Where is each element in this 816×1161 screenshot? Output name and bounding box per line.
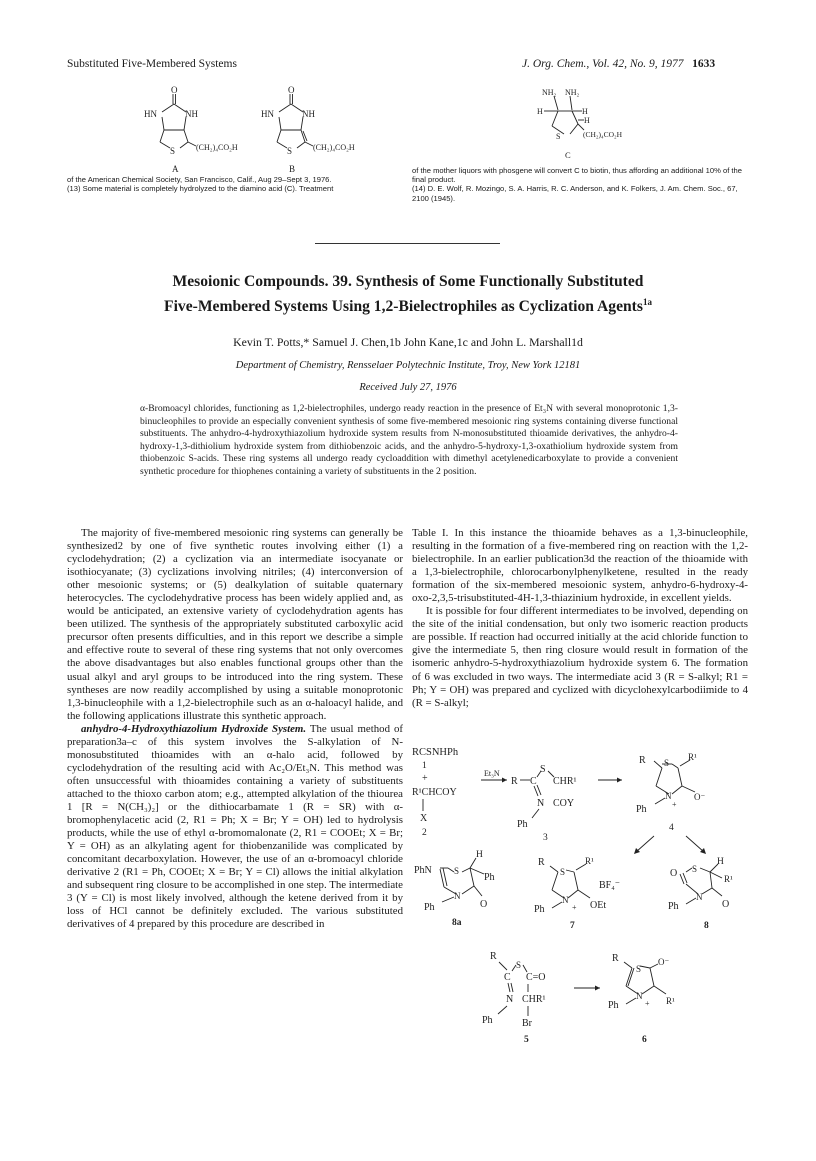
structure-b-s: S xyxy=(287,146,293,156)
product-7-plus: + xyxy=(572,903,577,912)
affiliation: Department of Chemistry, Rensselaer Polytechnic Institute, Troy, New York 12181 xyxy=(235,360,581,371)
footnote-14: (14) D. E. Wolf, R. Mozingo, S. A. Harris, R. C. Anderson, and K. Folkers, J. Am. Chem. Soc., 67, 2100 (1945). xyxy=(412,184,738,203)
product-7-oet: OEt xyxy=(590,900,607,911)
structure-b-o: O xyxy=(288,85,295,95)
product-8a-phn: PhN xyxy=(414,865,432,876)
reagent-2: R¹CHCOY xyxy=(412,787,457,798)
section-body: The usual method of preparation3a–c of this system involves the S-alkylation of N-monosubstituted thioamides with an α-halo acid, followed by cyclodehydration of the resulting acid with Ac₂O/Et₃N. This method was often unsuccessful with thioamides containing a variety of substituents attached to the thioxo carbon atom; e.g., attempted alkylation of the thiourea 1 [R = N(CH₃)₂] or the dithiocarbamate 1 (R = SR) with α-bromophenylacetic acid (2, R1 = Ph; X = Br; Y = OH) led to hydrolysis products, while the use of ethyl α-bromomalonate (2, R1 = COOEt; X = Br; Y = OH) as an alkylating agent for thiobenzanilide was complicated by concomitant decarboxylation. However, the use of an α-bromoacyl chloride derivative 2 (R1 = Ph, COOEt; X = Br; Y = Cl) allows the initial alkylation and subsequent ring closure to be accomplished in one step. The intermediate 3 (Y = Cl) is most likely involved, although the ketene derived from it by loss of HCl cannot be definitely excluded. The various substituted derivatives of 4 prepared by this procedure are described in xyxy=(67,722,403,931)
product-4-plus: + xyxy=(672,800,677,809)
product-8-s: S xyxy=(692,864,698,874)
product-8a-ph-n: Ph xyxy=(424,902,435,913)
structure-a-chain: (CH₂)₄CO₂H xyxy=(196,143,238,152)
right-paragraph-2: It is possible for four different intermediates to be involved, depending on the site of the initial condensation, but only two isomeric reaction products are possible. If reaction had occurred initially at the acid chloride function to give the intermediate 5, then ring closure would result in formation of the isomeric anhydro-5-hydroxythiazolium hydroxide system 6. The formation of 6 was excluded in two ways. The intermediate acid 3 (R = S-alkyl; R1 = Ph; Y = OH) was prepared and cyclized with dicyclohexylcarbodiimide to 4 (R = S-alkyl; xyxy=(412,605,748,709)
reagent-1-number: 1 xyxy=(422,761,427,771)
article-title xyxy=(60,271,756,317)
structures-a-b xyxy=(130,84,420,176)
product-7-ring xyxy=(550,864,590,908)
reagent-2-x: X xyxy=(420,813,428,824)
product-4-ominus: O⁻ xyxy=(694,792,706,802)
structure-c-h-c: H xyxy=(584,116,590,125)
product-7-n: N xyxy=(562,895,569,905)
int3-c: C xyxy=(530,776,537,787)
int3-coy: COY xyxy=(553,798,575,809)
product-6-n: N xyxy=(636,991,643,1001)
section-heading: anhydro-4-Hydroxythiazolium Hydroxide System. xyxy=(81,722,307,735)
product-8-n: N xyxy=(696,892,703,902)
product-4-number: 4 xyxy=(669,823,674,833)
structure-b-hn: HN xyxy=(261,109,274,119)
product-7-ph: Ph xyxy=(534,904,545,915)
structure-b-chain: (CH₂)₄CO₂H xyxy=(313,143,355,152)
running-header-left: Substituted Five-Membered Systems xyxy=(67,58,237,70)
structure-c-nh2-a: NH₂ xyxy=(542,88,557,97)
structure-a xyxy=(160,94,196,148)
abstract: α-Bromoacyl chlorides, functioning as 1,2-bielectrophiles, undergo ready reaction in the presence of Et₃N with several monoprotonic 1,3-binucleophiles to provide an especially convenient synthesis of some five-membered mesoionic ring systems containing diverse functional substituents. The anhydro-4-hydroxythiazolium hydroxide system results from N-monosubstituted thioamide derivatives, the anhydro-4-hydroxy-1,3-dithiolium hydroxide system from dithiobenzoic acids, and the anhydro-5-hydroxy-1,3-oxathiolium hydroxide system from thiobenzoic S-acids. These ring systems all undergo ready cycloaddition with dimethyl acetylenedicarboxylate to provide a convenient synthetic procedure for thiophenes containing a variety of substituents in the 2 position. xyxy=(140,403,678,477)
structure-b xyxy=(277,94,313,148)
product-4-r: R xyxy=(639,755,646,766)
product-8-r1: R¹ xyxy=(724,874,733,884)
product-6-ph: Ph xyxy=(608,1000,619,1011)
product-8-ph: Ph xyxy=(668,901,679,912)
product-6-ring xyxy=(624,962,666,1004)
int5-number: 5 xyxy=(524,1035,529,1045)
footnote-12-continued: of the American Chemical Society, San Francisco, Calif., Aug 29–Sept 3, 1976. xyxy=(67,175,332,184)
product-6-number: 6 xyxy=(642,1035,647,1045)
intro-paragraph: The majority of five-membered mesoionic ring systems can generally be synthesized2 by one of five synthetic routes involving either (1) a cyclodehydration; (2) a cyclization via an intermediate isocyanate or isothiocyanate; (3) cyclizations involving nitriles; (4) interconversion of other mesoionic systems; or (5) dealkylation of suitable quaternary heterocycles. The cyclodehydrative process has been widely applied and, as would be anticipated, an extensive variety of cyclodehydration agents has been utilized. The synthesis of the appropriately substituted carboxylic acid precursor often presents difficulties, and in this report we describe a simple and effective route to several of these ring systems that not only overcomes the above disadvantages but also enables functional groups other than the usual alkyl and aryl groups to be introduced into the ring system. These syntheses are now readily accomplished by using a suitable monoprotonic 1,3-binucleophile with a 1,2-bielectrophile such as an α-haloacyl halide, and the following applications illustrate this synthetic approach. xyxy=(67,527,403,722)
plus-sign: + xyxy=(422,773,428,784)
product-6-r1: R¹ xyxy=(666,996,675,1006)
reagent-2-number: 2 xyxy=(422,828,427,838)
product-8a-n: N xyxy=(454,891,461,901)
structure-a-hn: HN xyxy=(144,109,157,119)
footnotes-right xyxy=(412,166,748,203)
product-8-number: 8 xyxy=(704,921,709,931)
title-line-2: Five-Membered Systems Using 1,2-Bielectrophiles as Cyclization Agents xyxy=(164,298,643,316)
product-8-o: O xyxy=(722,899,730,910)
structure-b-label: B xyxy=(289,164,296,174)
product-6-r: R xyxy=(612,953,619,964)
structure-c-chain: (CH₂)₄CO₂H xyxy=(583,130,623,139)
structure-c-label: C xyxy=(565,150,571,160)
journal-citation: J. Org. Chem., Vol. 42, No. 9, 1977 xyxy=(522,58,684,70)
int5-ph: Ph xyxy=(482,1015,493,1026)
int3-number: 3 xyxy=(543,833,548,843)
int3-n: N xyxy=(537,798,545,809)
product-8a-o: O xyxy=(480,899,488,910)
int5-br: Br xyxy=(522,1018,532,1029)
product-8-o-ring: O xyxy=(670,868,678,879)
int5-r: R xyxy=(490,951,497,962)
structure-c-s: S xyxy=(556,132,561,141)
footnote-13-continued: of the mother liquors with phosgene will convert C to biotin, thus affording an additional 10% of the final product. xyxy=(412,166,742,185)
received-date: Received July 27, 1976 xyxy=(359,382,457,393)
right-column xyxy=(412,527,748,710)
product-6-plus: + xyxy=(645,999,650,1008)
product-8a-ring xyxy=(440,858,484,902)
reagent-1: RCSNHPh xyxy=(412,747,459,758)
product-8a-ph: Ph xyxy=(484,872,495,883)
product-4-s: S xyxy=(664,758,670,768)
left-column xyxy=(67,527,403,931)
structure-a-label: A xyxy=(172,164,179,174)
title-line-2-wrap xyxy=(60,292,756,317)
product-8a-h: H xyxy=(476,850,483,860)
int5-c: C xyxy=(504,972,511,983)
product-8a-number: 8a xyxy=(452,918,462,928)
product-6-s: S xyxy=(636,964,642,974)
int3-r: R xyxy=(511,776,518,787)
int3-ph: Ph xyxy=(517,819,528,830)
int5-chr: CHR¹ xyxy=(522,994,546,1005)
structure-a-s: S xyxy=(170,146,176,156)
arrow-condition: Et₃N xyxy=(484,769,500,778)
int5-n: N xyxy=(506,994,514,1005)
product-7-bf4: BF₄⁻ xyxy=(599,880,620,891)
int3-s: S xyxy=(540,764,546,775)
structure-a-nh: NH xyxy=(185,109,198,119)
footnotes-left xyxy=(67,175,404,193)
int3-chr: CHR¹ xyxy=(553,776,577,787)
product-4-r1: R¹ xyxy=(688,752,697,762)
reaction-scheme xyxy=(410,744,755,1124)
structure-c-nh2-b: NH₂ xyxy=(565,88,580,97)
product-7-r1: R¹ xyxy=(585,856,594,866)
product-8-h: H xyxy=(717,857,724,867)
structure-b-nh: NH xyxy=(302,109,315,119)
section-divider xyxy=(315,243,500,244)
running-header-journal xyxy=(522,58,715,70)
product-4-n: N xyxy=(665,791,672,801)
int5-s: S xyxy=(516,960,522,970)
author-list: Kevin T. Potts,* Samuel J. Chen,1b John Kane,1c and John L. Marshall1d xyxy=(233,335,583,349)
title-footnote-mark: 1a xyxy=(642,297,652,307)
structure-a-o: O xyxy=(171,85,178,95)
page-number: 1633 xyxy=(692,58,716,70)
structure-c-h-a: H xyxy=(537,107,543,116)
product-4-ring xyxy=(654,760,695,804)
product-8a-s: S xyxy=(454,866,460,876)
product-7-number: 7 xyxy=(570,921,575,931)
structure-c-h-b: H xyxy=(582,107,588,116)
product-7-r: R xyxy=(538,857,545,868)
product-4-ph: Ph xyxy=(636,804,647,815)
right-paragraph-1: Table I. In this instance the thioamide behaves as a 1,3-binucleophile, resulting in the formation of a five-membered ring on reaction with the 1,2-bielectrophile. In an earlier publication3d the reaction of the thioamide with a 1,3-bielectrophile, chlorocarbonylphenylketene, resulted in the ready formation of the six-membered mesoionic system, anhydro-6-hydroxy-4-oxo-2,3,5-trisubstituted-4H-1,3-thiazinium hydroxide, in excellent yields. xyxy=(412,527,748,605)
int5-c-eq-o: C=O xyxy=(526,972,546,983)
structure-c xyxy=(520,84,700,164)
product-7-s: S xyxy=(560,867,566,877)
title-line-1: Mesoionic Compounds. 39. Synthesis of Some Functionally Substituted xyxy=(172,273,644,290)
product-6-ominus: O⁻ xyxy=(658,957,670,967)
section-paragraph xyxy=(67,723,403,932)
footnote-13: (13) Some material is completely hydrolyzed to the diamino acid (C). Treatment xyxy=(67,184,334,194)
